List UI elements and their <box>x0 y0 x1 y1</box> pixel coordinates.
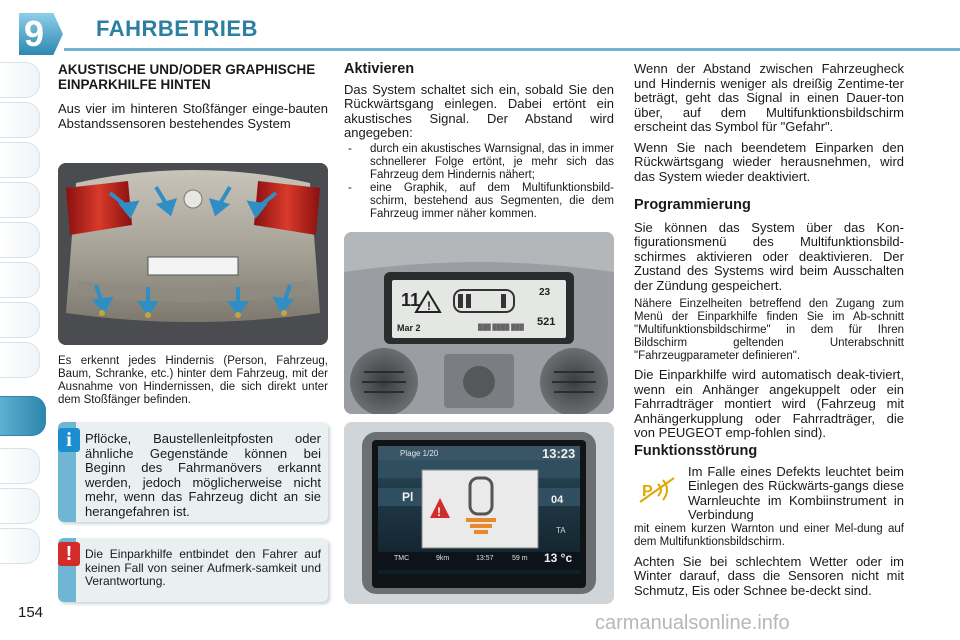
side-tab-10[interactable] <box>0 448 40 484</box>
side-tab-12[interactable] <box>0 528 40 564</box>
rear-bumper-illustration <box>58 163 328 345</box>
list-item: - durch ein akustisches Warnsignal, das in immer schnellerer Folge ertönt, je mehr sich das Fahrzeug dem Hindernis nähert; <box>344 143 614 182</box>
display-side: 521 <box>537 316 556 328</box>
screen-tmc: TMC <box>394 555 410 562</box>
display-date: Mar 2 <box>397 323 421 333</box>
screen-dist-small: 9km <box>436 555 450 562</box>
middle-column <box>344 62 614 221</box>
instrument-display-photo <box>344 232 614 414</box>
intro-text: Aus vier im hinteren Stoßfänger einge-bauten Abstandssensoren bestehendes System <box>58 101 328 131</box>
page-title: FAHRBETRIEB <box>96 16 258 41</box>
info-note <box>58 422 328 522</box>
display-temp: 23 <box>539 287 551 298</box>
side-tab-4[interactable] <box>0 182 40 218</box>
warning-icon: ! <box>58 542 80 566</box>
activate-heading: Aktivieren <box>344 61 415 77</box>
screen-clock: 13:23 <box>542 446 576 461</box>
paragraph: Wenn der Abstand zwischen Fahrzeugheck und Hindernis weniger als dreißig Zentime-ter beträgt, geht das Signal in einen Dauer-ton über, auf dem Multifunktionsbildschirm erscheint das Symbol für "Gefahr". <box>634 61 904 134</box>
right-column <box>634 62 904 441</box>
info-note-text: Pflöcke, Baustellenleitpfosten oder ähnliche Gegenstände können bei Beginn des Fahrmanövers erkannt werden, jedoch möglicherweise nicht mehr, wenn das Fahrzeug dicht an sie herangefahren ist. <box>85 431 321 519</box>
screen-top-left: Plage 1/20 <box>400 449 439 458</box>
svg-text:P: P <box>642 483 653 500</box>
side-tab-6[interactable] <box>0 262 40 298</box>
warning-note-text: Die Einparkhilfe entbindet den Fahrer auf keinen Fall von seiner Aufmerk-samkeit und Verantwortung. <box>85 547 321 588</box>
side-tab-7[interactable] <box>0 302 40 338</box>
info-icon: i <box>58 428 80 452</box>
parking-warning-lamp-icon <box>638 476 676 504</box>
side-tab-current[interactable] <box>0 396 46 436</box>
side-tab-1[interactable] <box>0 62 40 98</box>
programming-heading: Programmierung <box>634 197 751 213</box>
fault-section <box>634 444 904 598</box>
caption-text: Es erkennt jedes Hindernis (Person, Fahrzeug, Baum, Schranke, etc.) hinter dem Fahrzeug, mit der Ausnahme von Hindernissen, die sich direkt unter dem Stoßfänger befinden. <box>58 355 328 406</box>
side-tab-11[interactable] <box>0 488 40 524</box>
screen-ta: TA <box>556 526 566 535</box>
display-value: 11 <box>401 290 421 310</box>
screen-temperature: 13 °c <box>544 551 573 565</box>
screen-distance: 59 m <box>512 555 528 562</box>
svg-text:███ ████ ███: ███ ████ ███ <box>478 325 524 331</box>
screen-bottom-time: 13:57 <box>476 555 494 562</box>
svg-text:!: ! <box>437 505 441 519</box>
side-tab-8[interactable] <box>0 342 40 378</box>
watermark: carmanualsonline.info <box>595 612 790 634</box>
header-rule <box>64 48 960 51</box>
fault-heading: Funktionsstörung <box>634 443 758 459</box>
instrument-display-illustration <box>344 232 614 414</box>
list-item: - eine Graphik, auf dem Multifunktionsbild-schirm, bestehend aus Segmenten, die dem Fahrzeug immer näher kommen. <box>344 182 614 221</box>
activate-list <box>344 143 614 221</box>
chapter-number: 9 <box>23 13 45 54</box>
fault-text: Im Falle eines Defekts leuchtet beim Einlegen des Rückwärts-gangs diese Warnleuchte im Kombiinstrument in Verbindung <box>688 463 904 522</box>
screen-side-time: 04 <box>551 494 564 506</box>
paragraph: Sie können das System über das Kon-figurationsmenü des Multifunktionsbild-schirmes aktivieren oder deaktivieren. Der Zustand des Systems wird beim Ausschalten der Zündung gespeichert. <box>634 219 904 293</box>
screen-label: Pl <box>402 490 414 504</box>
warning-note <box>58 538 328 602</box>
paragraph: Die Einparkhilfe wird automatisch deak-tiviert, wenn ein Anhänger angekuppelt oder ein Fahrradträger montiert wird (Fahrzeug mit Anhängerkupplung oder Fahrradträger, die von PEUGEOT emp-fohlen sind). <box>634 367 904 440</box>
side-tab-2[interactable] <box>0 102 40 138</box>
page-number: 154 <box>18 604 44 621</box>
fault-text-continued: mit einem kurzen Warnton und einer Mel-dung auf dem Multifunktionsbildschirm. <box>634 522 904 548</box>
sensor-caption <box>58 355 328 407</box>
side-tab-3[interactable] <box>0 142 40 178</box>
rear-bumper-photo <box>58 163 328 345</box>
paragraph: Achten Sie bei schlechtem Wetter oder im Winter darauf, dass die Sensoren nicht mit Schmutz, Eis oder Schnee be-deckt sind. <box>634 553 904 598</box>
paragraph: Nähere Einzelheiten betreffend den Zugang zum Menü der Einparkhilfe finden Sie im Ab-schnitt "Multifunktionsbildschirme" in dem für Ihren Bildschirm geltenden Unterabschnitt "Fahrzeugparameter definieren". <box>634 298 904 362</box>
section-heading: AKUSTISCHE UND/ODER GRAPHISCHE EINPARKHILFE HINTEN <box>58 62 316 92</box>
activate-intro: Das System schaltet sich ein, sobald Sie den Rückwärtsgang einlegen. Dabei ertönt ein akustisches Signal. Der Abstand wird angegeben: <box>344 81 614 140</box>
multifunction-screen-photo <box>344 422 614 604</box>
paragraph: Wenn Sie nach beendetem Einparken den Rückwärtsgang wieder herausnehmen, wird das System wieder deaktiviert. <box>634 139 904 184</box>
svg-text:!: ! <box>427 299 431 313</box>
side-tab-5[interactable] <box>0 222 40 258</box>
left-column <box>58 62 328 131</box>
